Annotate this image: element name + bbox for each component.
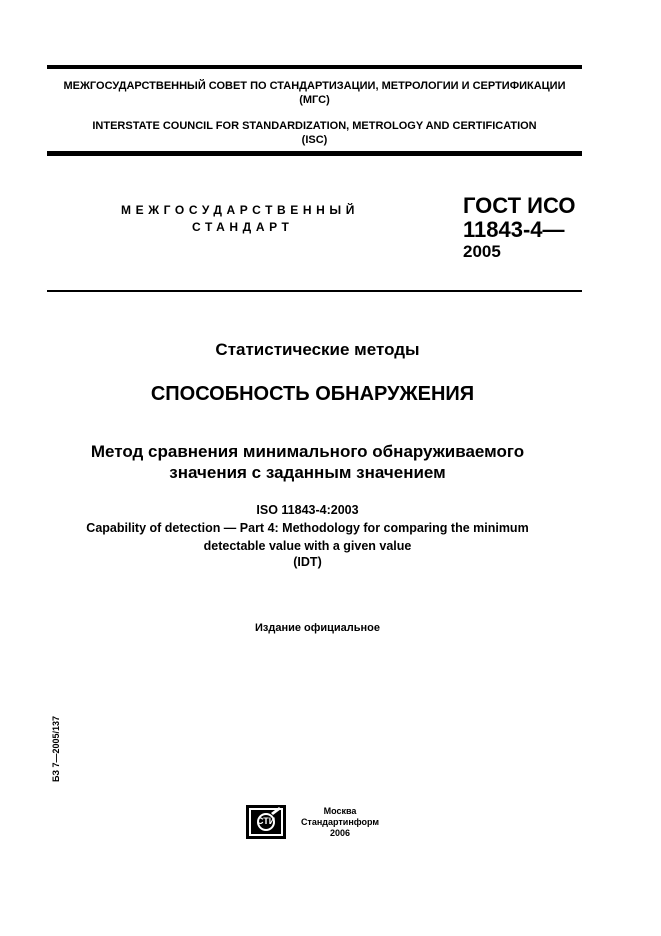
main-title: СПОСОБНОСТЬ ОБНАРУЖЕНИЯ (150, 383, 475, 405)
iso-title-line1: Capability of detection — Part 4: Methodology for comparing the minimum (86, 521, 529, 535)
edition-label: Издание официальное (254, 622, 381, 634)
publisher-logo (246, 805, 286, 839)
council-en-abbr: (ISC) (301, 134, 328, 146)
iso-degree: (IDT) (293, 555, 322, 569)
iso-title-line2: detectable value with a given value (203, 539, 412, 553)
council-ru-abbr: (МГС) (299, 94, 330, 106)
top-rule (47, 65, 582, 69)
publisher-year: 2006 (329, 828, 351, 838)
council-rule (47, 151, 582, 156)
council-ru-name: МЕЖГОСУДАРСТВЕННЫЙ СОВЕТ ПО СТАНДАРТИЗАЦИИ, МЕТРОЛОГИИ И СЕРТИФИКАЦИИ (63, 80, 566, 92)
publisher-logo-text: СТИ (257, 816, 276, 826)
series-title: Статистические методы (215, 340, 420, 359)
council-en-name: INTERSTATE COUNCIL FOR STANDARDIZATION, METROLOGY AND CERTIFICATION (92, 120, 537, 132)
publisher-city: Москва (323, 806, 357, 816)
subtitle-line2: значения с заданным значением (169, 463, 446, 482)
standard-rule (47, 290, 582, 292)
standard-type-line1: МЕЖГОСУДАРСТВЕННЫЙ (121, 203, 359, 217)
publisher-name: Стандартинформ (300, 817, 380, 827)
gost-code-line2: 11843-4— (463, 217, 565, 242)
gost-year: 2005 (463, 242, 501, 261)
standard-type-line2: СТАНДАРТ (192, 220, 294, 234)
registration-number: БЗ 7—2005/137 (51, 715, 61, 782)
gost-code-line1: ГОСТ ИСО (463, 193, 576, 218)
publisher-info (290, 806, 390, 839)
iso-ref: ISO 11843-4:2003 (256, 503, 359, 517)
subtitle-line1: Метод сравнения минимального обнаруживаемого (90, 442, 525, 461)
